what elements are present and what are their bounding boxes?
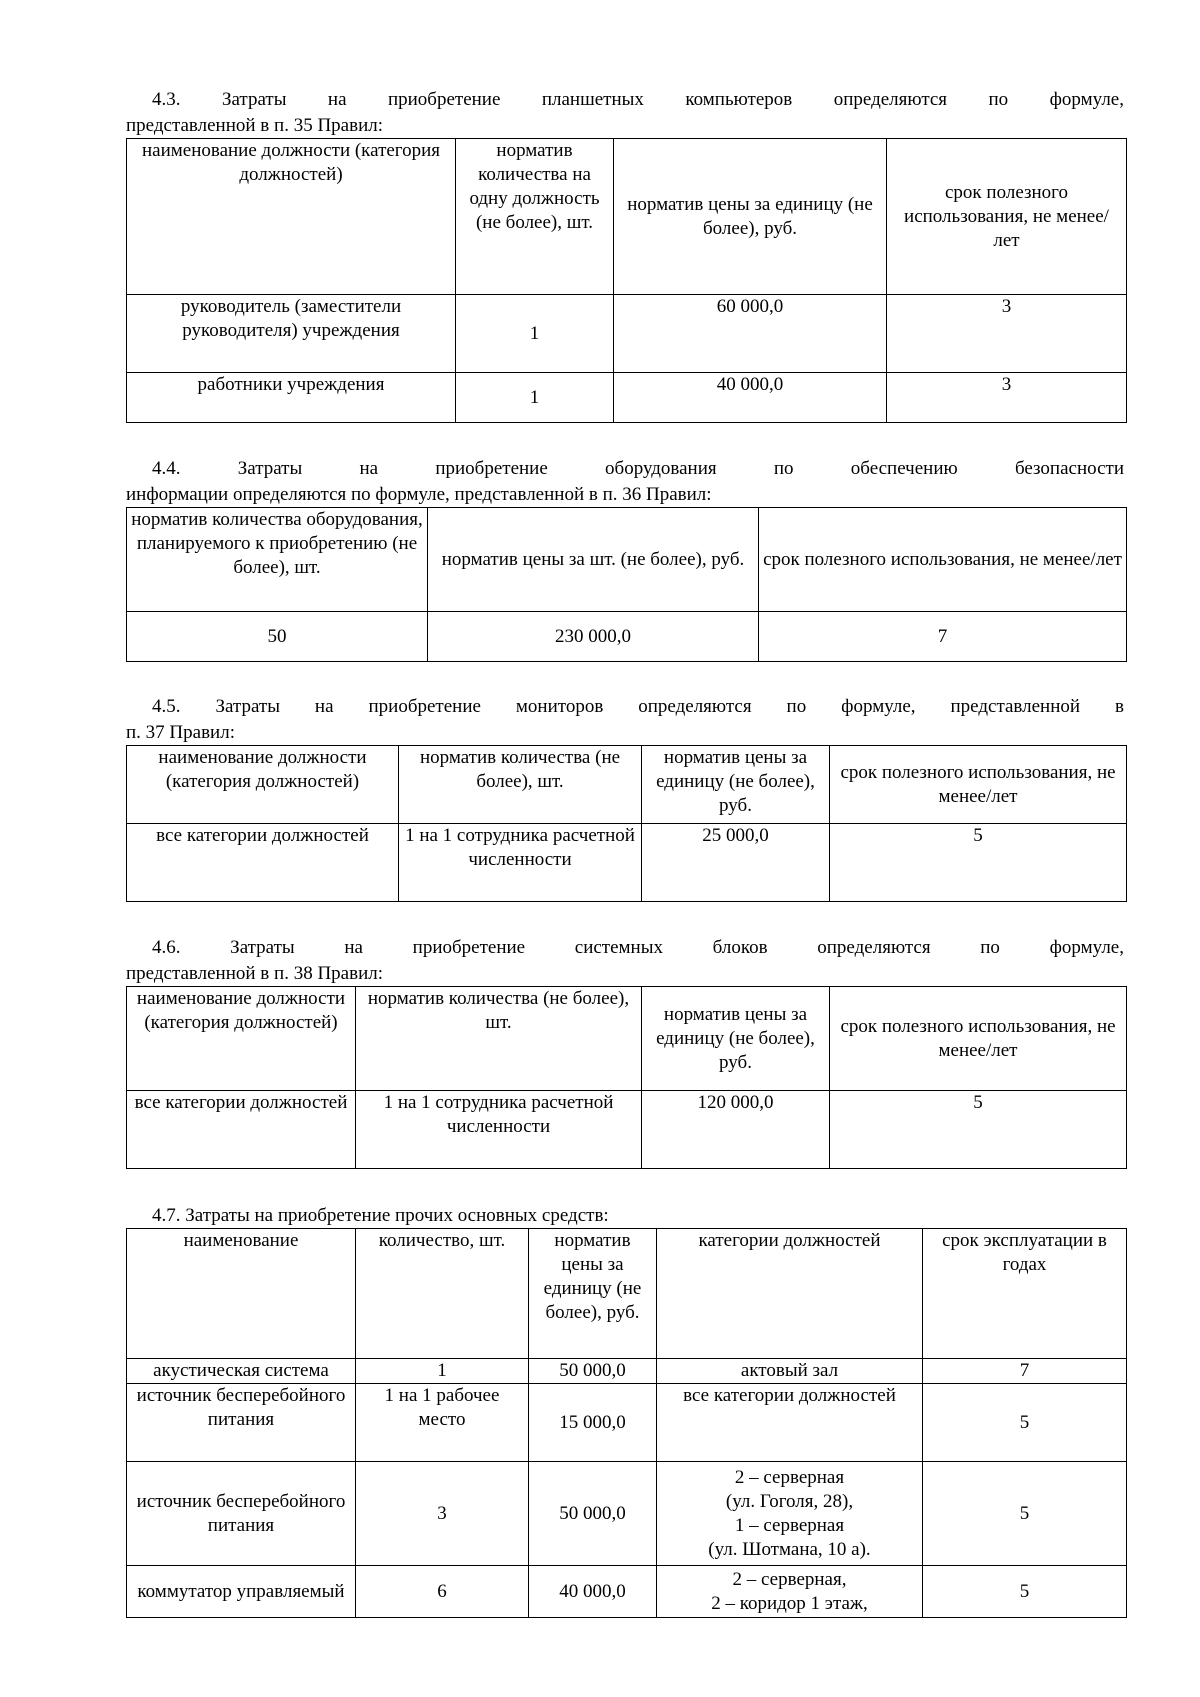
cell-name: коммутатор управляемый [127, 1566, 356, 1618]
header-term: срок полезного использования, не менее/лет [830, 987, 1127, 1091]
cell-price: 60 000,0 [614, 295, 887, 373]
cell-categories [657, 1566, 923, 1618]
cell-price: 25 000,0 [642, 824, 830, 902]
cell-price: 40 000,0 [614, 373, 887, 423]
cell-term: 3 [887, 295, 1127, 373]
table-row [127, 1462, 1127, 1566]
table-row [127, 295, 1127, 373]
table-4-5-header-row [127, 746, 1127, 824]
cell-name: источник бесперебойного питания [127, 1384, 356, 1462]
cell-position: работники учреждения [127, 373, 456, 423]
cell-term: 3 [887, 373, 1127, 423]
section-4-6-intro-line1: 4.6. Затраты на приобретение системных блоков определяются по формуле, [152, 937, 1124, 958]
section-4-4-intro-line2: информации определяются по формуле, представленной в п. 36 Правил: [126, 484, 712, 505]
cell-quantity: 1 на 1 рабочее место [356, 1384, 529, 1462]
section-4-4-intro-line1: 4.4. Затраты на приобретение оборудования по обеспечению безопасности [152, 458, 1124, 479]
table-row [127, 1359, 1127, 1384]
table-4-7-header-row [127, 1229, 1127, 1359]
header-position: наименование должности (категория должностей) [127, 139, 456, 295]
header-price: норматив цены за единицу (не более), руб. [529, 1229, 657, 1359]
header-position: наименование должности (категория должностей) [127, 987, 356, 1091]
cell-price: 40 000,0 [529, 1566, 657, 1618]
cell-price: 120 000,0 [642, 1091, 830, 1169]
section-4-6-intro-line2: представленной в п. 38 Правил: [126, 963, 384, 984]
category-line: 2 – серверная [734, 1466, 845, 1488]
section-4-5-intro-line1: 4.5. Затраты на приобретение мониторов определяются по формуле, представленной в [152, 696, 1124, 717]
cell-quantity: 1 [356, 1359, 529, 1384]
table-4-7 [126, 1228, 1127, 1618]
cell-quantity: 50 [127, 612, 428, 662]
cell-quantity: 1 [456, 373, 614, 423]
header-name: наименование [127, 1229, 356, 1359]
category-line: 1 – серверная [734, 1514, 845, 1536]
section-4-3-intro-line2: представленной в п. 35 Правил: [126, 115, 384, 136]
header-price: норматив цены за единицу (не более), руб. [642, 987, 830, 1091]
header-quantity: норматив количества (не более), шт. [356, 987, 642, 1091]
table-4-3 [126, 138, 1127, 423]
header-term: срок полезного использования, не менее/лет [759, 508, 1127, 612]
category-line: 2 – серверная, [732, 1568, 847, 1590]
section-4-3-intro-line1: 4.3. Затраты на приобретение планшетных компьютеров определяются по формуле, [152, 89, 1124, 110]
cell-term: 7 [923, 1359, 1127, 1384]
table-row [127, 824, 1127, 902]
category-line: (ул. Гоголя, 28), [725, 1490, 854, 1512]
table-4-5 [126, 745, 1127, 902]
header-quantity: норматив количества оборудования, планируемого к приобретению (не более), шт. [127, 508, 428, 612]
category-line: (ул. Шотмана, 10 а). [708, 1538, 871, 1560]
header-price: норматив цены за единицу (не более), руб. [642, 746, 830, 824]
table-row [127, 612, 1127, 662]
cell-position: все категории должностей [127, 1091, 356, 1169]
cell-quantity: 6 [356, 1566, 529, 1618]
table-4-4 [126, 507, 1127, 662]
cell-quantity: 1 на 1 сотрудника расчетной численности [356, 1091, 642, 1169]
cell-term: 5 [830, 824, 1127, 902]
category-line: 2 – коридор 1 этаж, [711, 1592, 868, 1614]
cell-price: 15 000,0 [529, 1384, 657, 1462]
header-quantity: количество, шт. [356, 1229, 529, 1359]
cell-name: источник бесперебойного питания [127, 1462, 356, 1566]
table-4-3-header-row [127, 139, 1127, 295]
cell-price: 50 000,0 [529, 1359, 657, 1384]
cell-quantity: 1 [456, 295, 614, 373]
table-4-6 [126, 986, 1127, 1169]
cell-position: руководитель (заместители руководителя) учреждения [127, 295, 456, 373]
cell-categories: все категории должностей [657, 1384, 923, 1462]
header-price: норматив цены за шт. (не более), руб. [428, 508, 759, 612]
cell-term: 7 [759, 612, 1127, 662]
cell-categories [657, 1462, 923, 1566]
cell-term: 5 [923, 1384, 1127, 1462]
cell-term: 5 [923, 1566, 1127, 1618]
header-categories: категории должностей [657, 1229, 923, 1359]
cell-quantity: 3 [356, 1462, 529, 1566]
header-term: срок эксплуатации в годах [923, 1229, 1127, 1359]
table-row [127, 1384, 1127, 1462]
cell-name: акустическая система [127, 1359, 356, 1384]
header-term: срок полезного использования, не менее/лет [887, 139, 1127, 295]
section-4-5-intro-line2: п. 37 Правил: [126, 722, 235, 743]
table-4-4-header-row [127, 508, 1127, 612]
cell-categories: актовый зал [657, 1359, 923, 1384]
header-price: норматив цены за единицу (не более), руб. [614, 139, 887, 295]
cell-quantity: 1 на 1 сотрудника расчетной численности [399, 824, 642, 902]
table-row [127, 1091, 1127, 1169]
cell-position: все категории должностей [127, 824, 399, 902]
table-row [127, 373, 1127, 423]
header-quantity: норматив количества (не более), шт. [399, 746, 642, 824]
header-position: наименование должности (категория должностей) [127, 746, 399, 824]
table-4-6-header-row [127, 987, 1127, 1091]
cell-price: 50 000,0 [529, 1462, 657, 1566]
cell-term: 5 [923, 1462, 1127, 1566]
header-term: срок полезного использования, не менее/лет [830, 746, 1127, 824]
section-4-7-intro: 4.7. Затраты на приобретение прочих основных средств: [152, 1205, 609, 1226]
cell-term: 5 [830, 1091, 1127, 1169]
header-quantity: норматив количества на одну должность (не более), шт. [456, 139, 614, 295]
cell-price: 230 000,0 [428, 612, 759, 662]
table-row [127, 1566, 1127, 1618]
